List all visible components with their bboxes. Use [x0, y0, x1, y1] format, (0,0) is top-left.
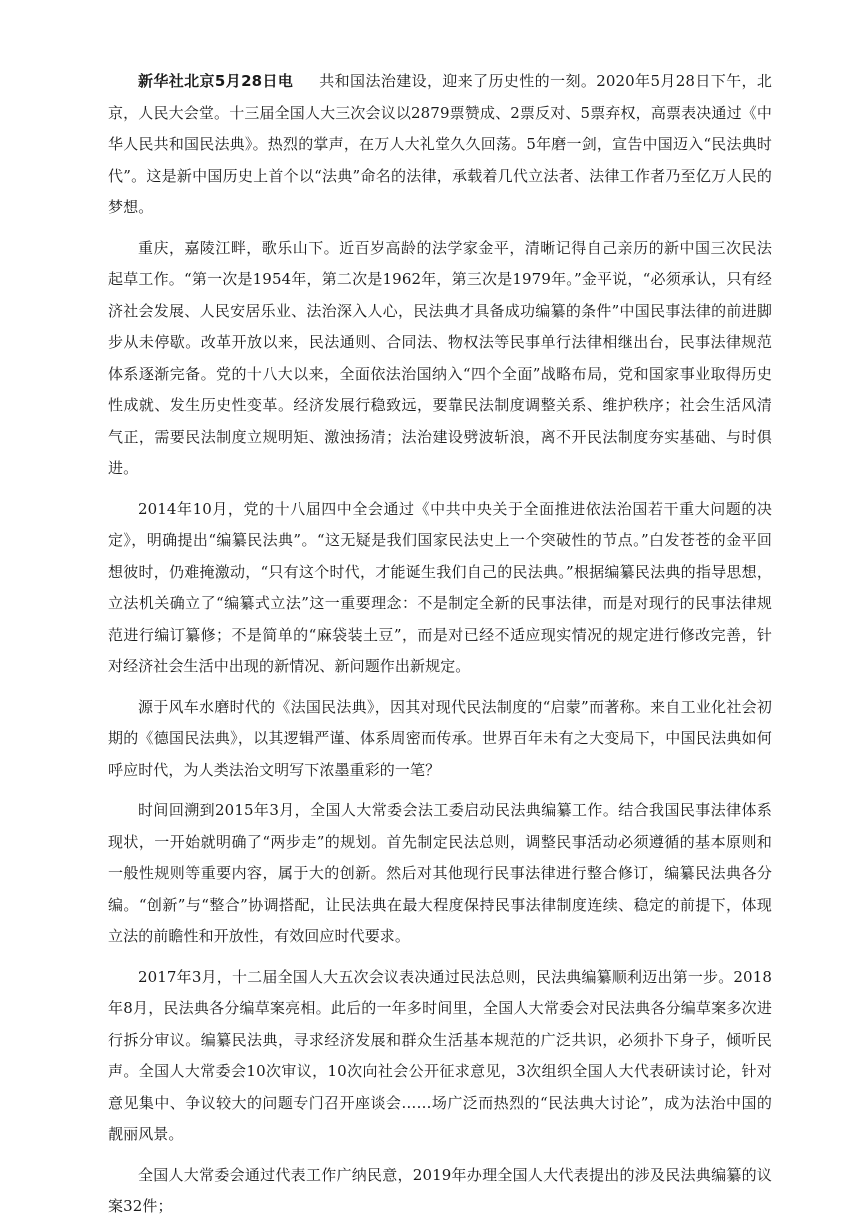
dateline: 新华社北京5月28日电	[138, 72, 294, 90]
article-paragraph-6: 2017年3月，十二届全国人大五次会议表决通过民法总则，民法典编纂顺利迈出第一步。2018年8月，民法典各分编草案亮相。此后的一年多时间里，全国人大常委会对民法典各分编草案多次进行拆分审议。编纂民法典，寻求经济发展和群众生活基本规范的广泛共识，必须扑下身子，倾听民声。全国人大常委会10次审议，10次向社会公开征求意见，3次组织全国人大代表研读讨论，针对意见集中、争议较大的问题专门召开座谈会……场广泛而热烈的“民法典大讨论”，成为法治中国的靓丽风景。	[108, 967, 772, 1143]
article-paragraph-7: 全国人大常委会通过代表工作广纳民意，2019年办理全国人大代表提出的涉及民法典编纂的议案32件；	[108, 1165, 772, 1215]
article-paragraph-3: 2014年10月，党的十八届四中全会通过《中共中央关于全面推进依法治国若干重大问题的决定》，明确提出“编纂民法典”。“这无疑是我们国家民法史上一个突破性的节点。”白发苍苍的金平回想彼时，仍难掩激动，“只有这个时代，才能诞生我们自己的民法典。”根据编纂民法典的指导思想，立法机关确立了“编纂式立法”这一重要理念：不是制定全新的民事法律，而是对现行的民事法律规范进行编订纂修；不是简单的“麻袋装土豆”，而是对已经不适应现实情况的规定进行修改完善，针对经济社会生活中出现的新情况、新问题作出新规定。	[108, 499, 772, 675]
article-paragraph-4: 源于风车水磨时代的《法国民法典》，因其对现代民法制度的“启蒙”而著称。来自工业化社会初期的《德国民法典》，以其逻辑严谨、体系周密而传承。世界百年未有之大变局下，中国民法典如何呼应时代，为人类法治文明写下浓墨重彩的一笔？	[108, 697, 772, 779]
article-body	[108, 66, 772, 1232]
paragraph-text: 共和国法治建设，迎来了历史性的一刻。2020年5月28日下午，北京，人民大会堂。十三届全国人大三次会议以2879票赞成、2票反对、5票弃权，高票表决通过《中华人民共和国民法典》。热烈的掌声，在万人大礼堂久久回荡。5年磨一剑，宣告中国迈入“民法典时代”。这是新中国历史上首个以“法典”命名的法律，承载着几代立法者、法律工作者乃至亿万人民的梦想。	[108, 72, 772, 216]
article-paragraph-1	[108, 66, 772, 224]
article-paragraph-5: 时间回溯到2015年3月，全国人大常委会法工委启动民法典编纂工作。结合我国民事法律体系现状，一开始就明确了“两步走”的规划。首先制定民法总则，调整民事活动必须遵循的基本原则和一般性规则等重要内容，属于大的创新。然后对其他现行民事法律进行整合修订，编纂民法典各分编。“创新”与“整合”协调搭配，让民法典在最大程度保持民事法律制度连续、稳定的前提下，体现立法的前瞻性和开放性，有效回应时代要求。	[108, 801, 772, 945]
article-paragraph-2: 重庆，嘉陵江畔，歌乐山下。近百岁高龄的法学家金平，清晰记得自己亲历的新中国三次民法起草工作。“第一次是1954年，第二次是1962年，第三次是1979年。”金平说，“必须承认，只有经济社会发展、人民安居乐业、法治深入人心，民法典才具备成功编纂的条件”中国民事法律的前进脚步从未停歇。改革开放以来，民法通则、合同法、物权法等民事单行法律相继出台，民事法律规范体系逐渐完备。党的十八大以来，全面依法治国纳入“四个全面”战略布局，党和国家事业取得历史性成就、发生历史性变革。经济发展行稳致远，要靠民法制度调整关系、维护秩序；社会生活风清气正，需要民法制度立规明矩、激浊扬清；法治建设劈波斩浪，离不开民法制度夯实基础、与时俱进。	[108, 238, 772, 477]
